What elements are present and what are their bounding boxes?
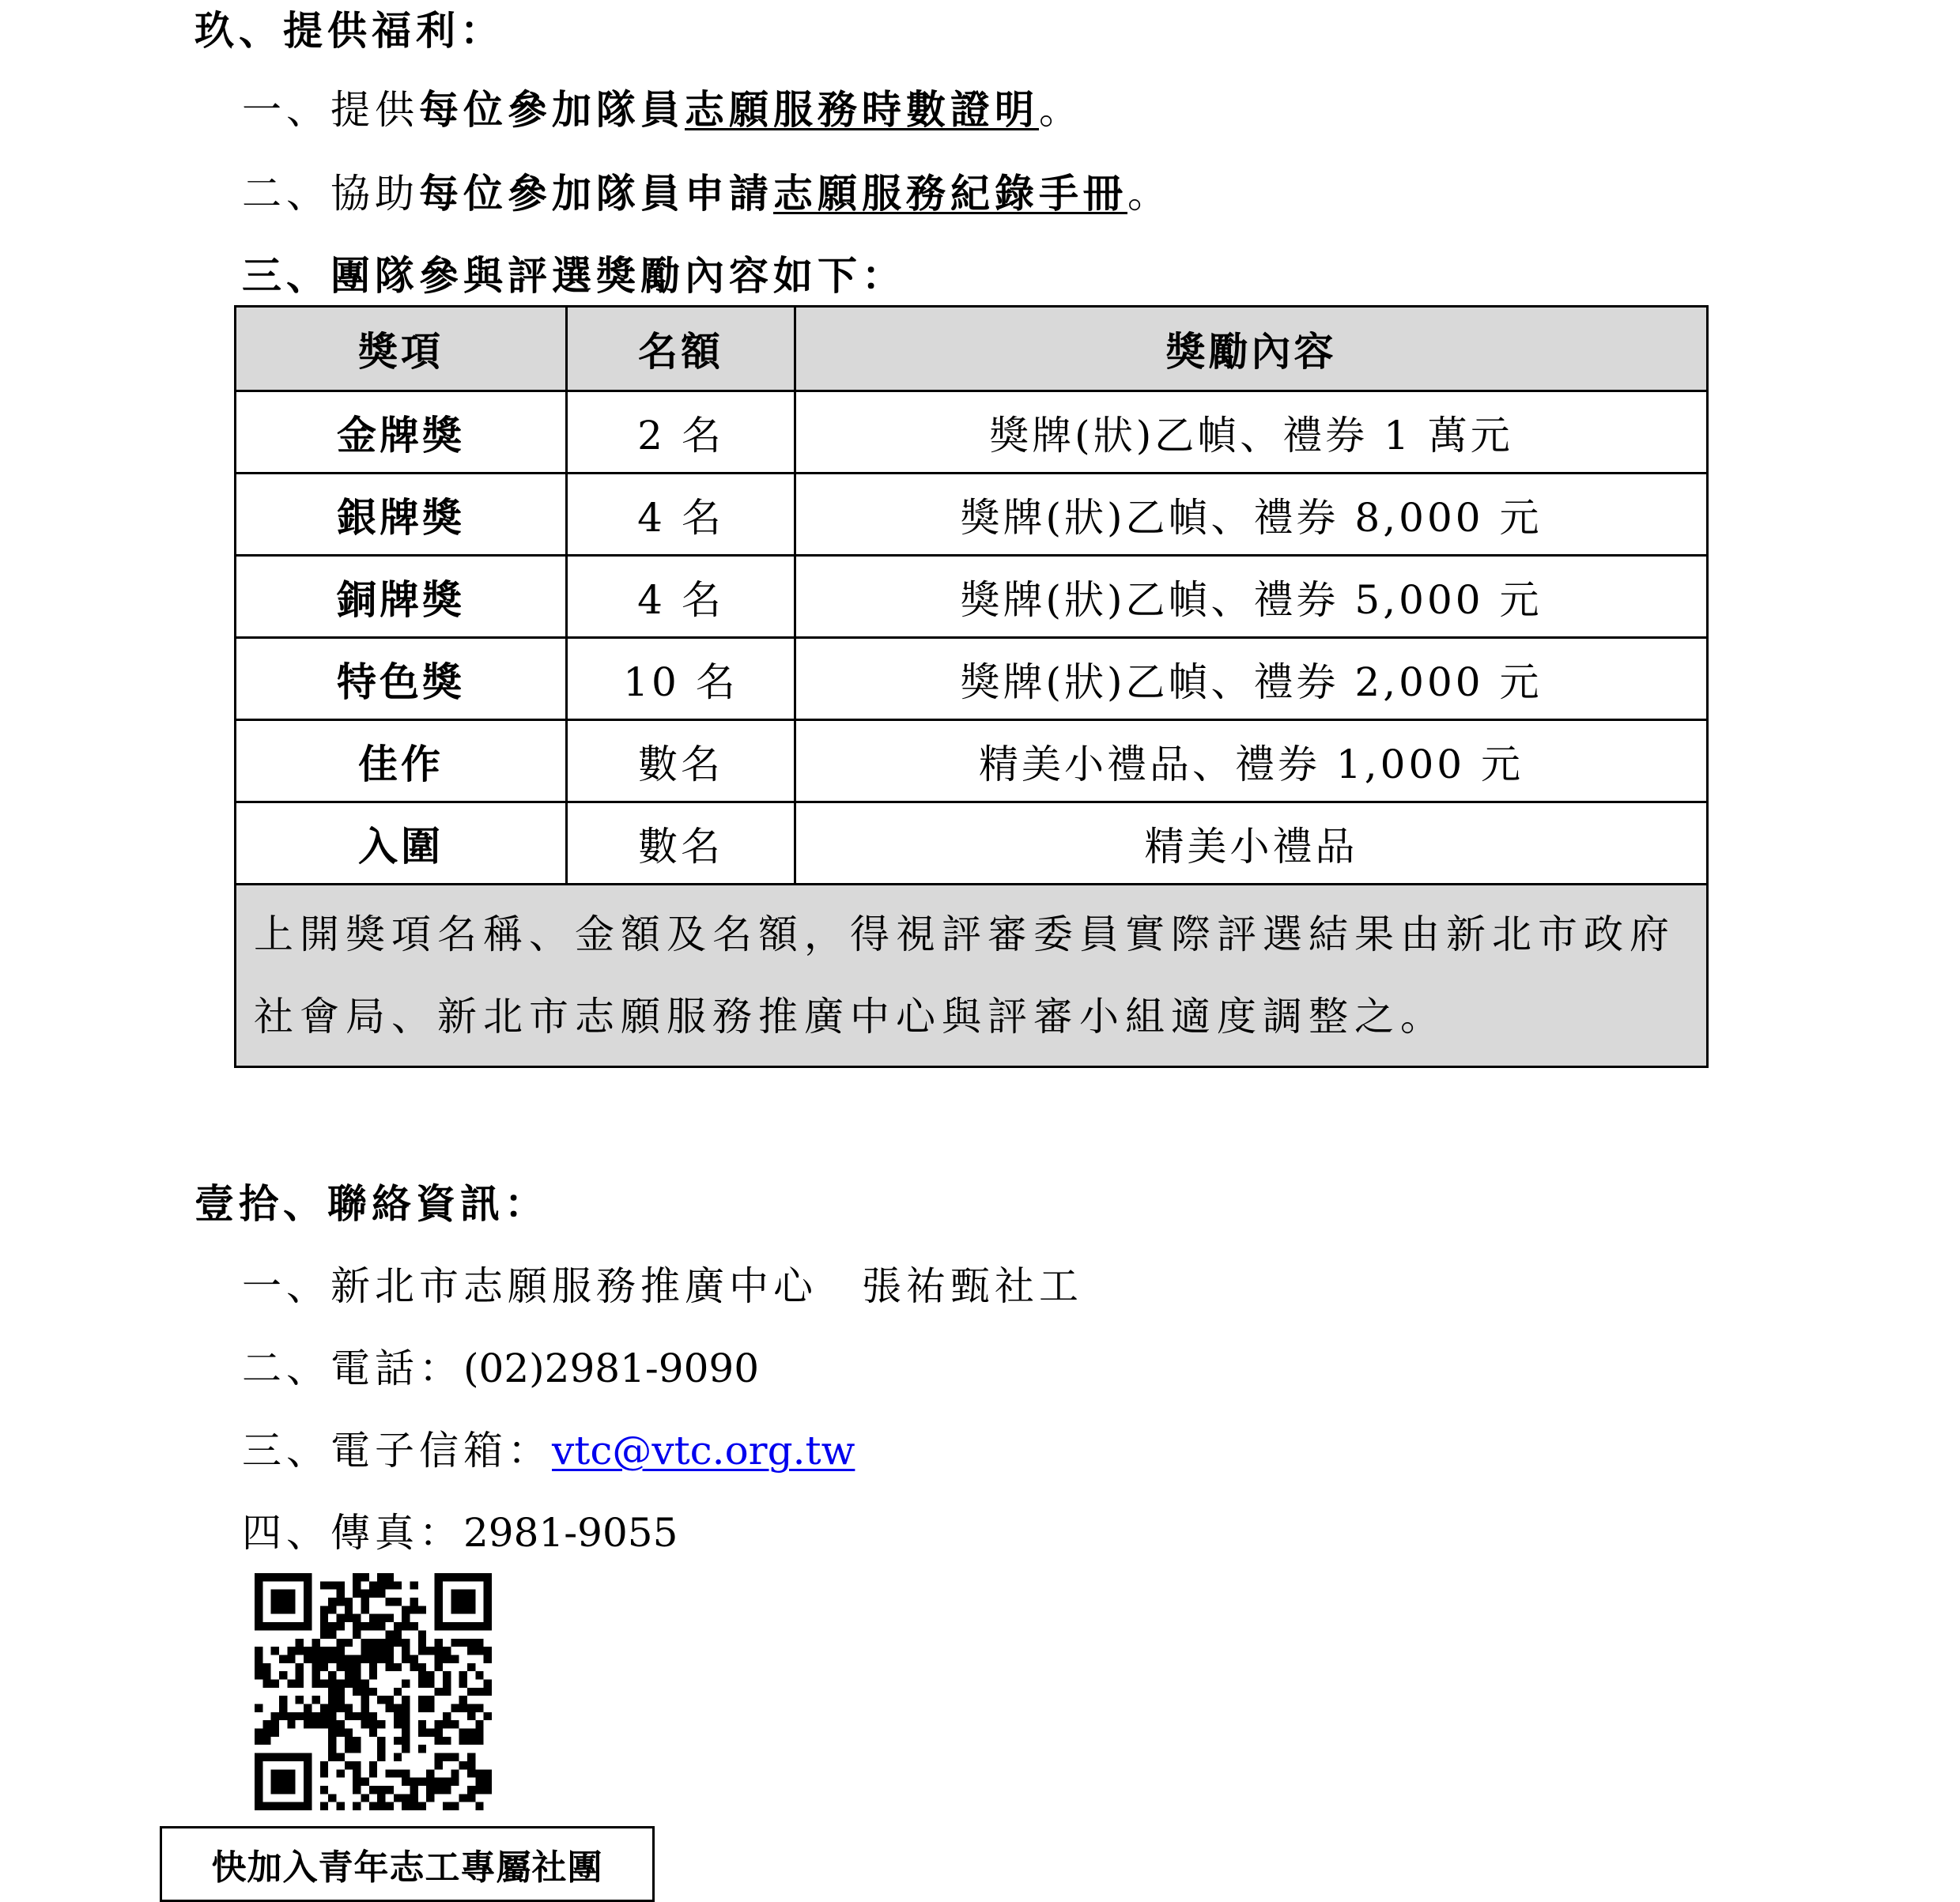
award-table-header-row [236, 307, 1708, 391]
header-count: 名額 [567, 307, 795, 391]
award-name: 入圍 [236, 802, 567, 885]
award-reward: 獎牌(狀)乙幀、禮券 1 萬元 [795, 391, 1708, 474]
benefit-item-2-suffix: 。 [1127, 171, 1172, 217]
award-name: 銅牌獎 [236, 556, 567, 638]
table-row [236, 391, 1708, 474]
award-reward: 獎牌(狀)乙幀、禮券 8,000 元 [795, 474, 1708, 556]
header-reward: 獎勵內容 [795, 307, 1708, 391]
award-count: 數名 [567, 802, 795, 885]
section-9-heading: 玖、提供福利： [194, 7, 504, 54]
contact-phone [242, 1345, 760, 1391]
award-table [234, 305, 1709, 1068]
benefit-item-1-prefix: 一、提供 [242, 87, 419, 133]
benefit-item-2 [242, 170, 1172, 217]
phone-label: 二、電話： [242, 1345, 463, 1391]
join-group-label: 快加入青年志工專屬社團 [160, 1826, 655, 1902]
award-name: 特色獎 [236, 638, 567, 720]
benefit-item-1-bold: 每位參加隊員 [419, 86, 685, 133]
section-10-heading: 壹拾、聯絡資訊： [194, 1180, 549, 1227]
award-name: 金牌獎 [236, 391, 567, 474]
qr-code-icon[interactable] [255, 1573, 492, 1810]
award-count: 4 名 [567, 474, 795, 556]
award-count: 10 名 [567, 638, 795, 720]
benefit-item-3: 三、團隊參與評選獎勵內容如下： [242, 252, 906, 299]
table-row [236, 474, 1708, 556]
award-name: 銀牌獎 [236, 474, 567, 556]
award-reward: 精美小禮品 [795, 802, 1708, 885]
email-link[interactable]: vtc@vtc.org.tw [552, 1428, 855, 1474]
benefit-item-2-bold: 每位參加隊員申請 [419, 170, 773, 217]
award-reward: 精美小禮品、禮券 1,000 元 [795, 720, 1708, 802]
award-note-row [236, 885, 1708, 1067]
header-award: 獎項 [236, 307, 567, 391]
benefit-item-1-underline: 志願服務時數證明 [685, 86, 1039, 133]
benefit-item-1-suffix: 。 [1039, 87, 1083, 133]
table-row [236, 638, 1708, 720]
award-note: 上開獎項名稱、金額及名額，得視評審委員實際評選結果由新北市政府社會局、新北市志願服務推廣中心與評審小組適度調整之。 [236, 885, 1708, 1067]
phone-value: (02)2981-9090 [463, 1345, 760, 1391]
award-name: 佳作 [236, 720, 567, 802]
fax-label: 四、傳真： [242, 1510, 463, 1556]
email-label: 三、電子信箱： [242, 1428, 552, 1474]
benefit-item-1 [242, 86, 1083, 133]
table-row [236, 720, 1708, 802]
award-count: 數名 [567, 720, 795, 802]
benefit-item-2-underline: 志願服務紀錄手冊 [773, 170, 1127, 217]
table-row [236, 556, 1708, 638]
fax-value: 2981-9055 [463, 1510, 678, 1556]
award-count: 4 名 [567, 556, 795, 638]
contact-fax [242, 1510, 678, 1556]
table-row [236, 802, 1708, 885]
award-reward: 獎牌(狀)乙幀、禮券 2,000 元 [795, 638, 1708, 720]
contact-person: 一、新北市志願服務推廣中心 張祐甄社工 [242, 1263, 1083, 1309]
award-reward: 獎牌(狀)乙幀、禮券 5,000 元 [795, 556, 1708, 638]
contact-email [242, 1428, 855, 1474]
award-count: 2 名 [567, 391, 795, 474]
benefit-item-2-prefix: 二、協助 [242, 171, 419, 217]
